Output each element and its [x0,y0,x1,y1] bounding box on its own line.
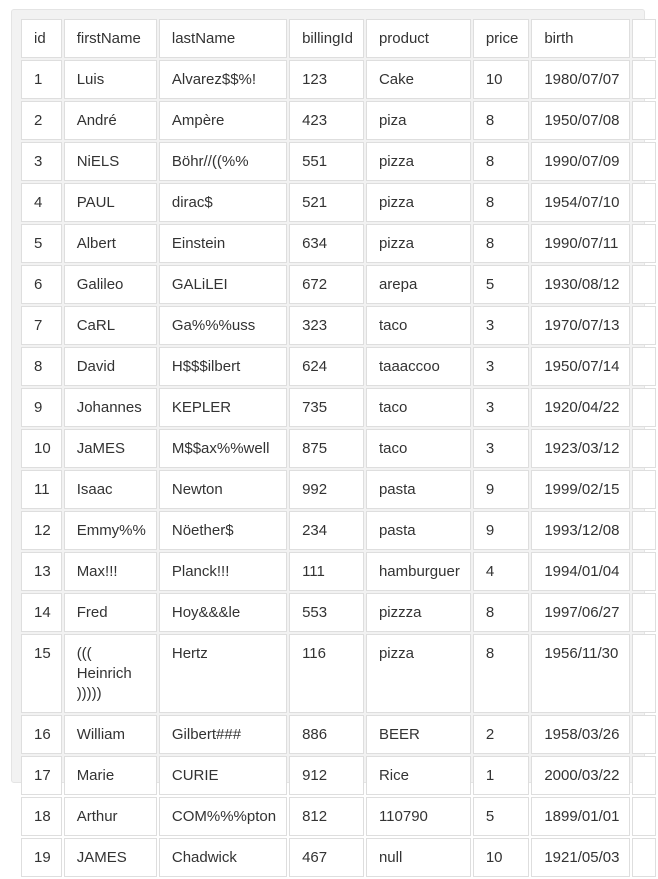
table-row[interactable] [21,593,656,632]
cell-price[interactable]: 8 [473,634,530,713]
cell-overflow [632,552,656,591]
table-row[interactable] [21,511,656,550]
cell-firstname[interactable]: Arthur [64,797,157,836]
cell-price[interactable]: 10 [473,60,530,99]
cell-lastname[interactable]: Hoy&&&le [159,593,287,632]
cell-birth[interactable]: 1990/07/11 [531,224,630,263]
table-row[interactable] [21,306,656,345]
cell-lastname[interactable]: Gilbert### [159,715,287,754]
cell-billingid[interactable]: 634 [289,224,364,263]
cell-birth[interactable]: 1997/06/27 [531,593,630,632]
cell-billingid[interactable]: 992 [289,470,364,509]
cell-firstname[interactable]: Isaac [64,470,157,509]
cell-product[interactable]: taco [366,306,471,345]
cell-price[interactable]: 8 [473,101,530,140]
cell-birth[interactable]: 1956/11/30 [531,634,630,713]
cell-id[interactable]: 8 [21,347,62,386]
cell-id[interactable]: 2 [21,101,62,140]
cell-id[interactable]: 3 [21,142,62,181]
cell-billingid[interactable]: 886 [289,715,364,754]
column-header-billingid[interactable]: billingId [289,19,364,58]
table-row[interactable] [21,101,656,140]
cell-firstname[interactable]: JaMES [64,429,157,468]
cell-billingid[interactable]: 234 [289,511,364,550]
table-row[interactable] [21,838,656,877]
cell-lastname[interactable]: Planck!!! [159,552,287,591]
table-row[interactable] [21,756,656,795]
cell-firstname[interactable]: PAUL [64,183,157,222]
cell-price[interactable]: 2 [473,715,530,754]
cell-firstname[interactable]: Marie [64,756,157,795]
cell-id[interactable]: 19 [21,838,62,877]
cell-firstname[interactable]: ((( Heinrich ))))) [64,634,157,713]
cell-product[interactable]: pizza [366,634,471,713]
cell-lastname[interactable]: H$$$ilbert [159,347,287,386]
table-row[interactable] [21,634,656,713]
cell-billingid[interactable]: 551 [289,142,364,181]
cell-product[interactable]: BEER [366,715,471,754]
column-header-firstname[interactable]: firstName [64,19,157,58]
table-header-row [21,19,656,58]
cell-birth[interactable]: 1980/07/07 [531,60,630,99]
cell-product[interactable]: taco [366,388,471,427]
cell-product[interactable]: pasta [366,470,471,509]
cell-billingid[interactable]: 875 [289,429,364,468]
cell-firstname[interactable]: CaRL [64,306,157,345]
cell-overflow [632,470,656,509]
cell-birth[interactable]: 1990/07/09 [531,142,630,181]
cell-price[interactable]: 1 [473,756,530,795]
column-header-birth[interactable]: birth [531,19,630,58]
cell-billingid[interactable]: 116 [289,634,364,713]
table-row[interactable] [21,715,656,754]
cell-birth[interactable]: 1920/04/22 [531,388,630,427]
cell-birth[interactable]: 1921/05/03 [531,838,630,877]
cell-birth[interactable]: 1958/03/26 [531,715,630,754]
cell-overflow [632,306,656,345]
table-row[interactable] [21,265,656,304]
cell-price[interactable]: 3 [473,429,530,468]
cell-id[interactable]: 6 [21,265,62,304]
cell-billingid[interactable]: 735 [289,388,364,427]
cell-product[interactable]: taco [366,429,471,468]
cell-price[interactable]: 8 [473,224,530,263]
cell-price[interactable]: 9 [473,511,530,550]
cell-product[interactable]: Rice [366,756,471,795]
cell-price[interactable]: 5 [473,265,530,304]
cell-lastname[interactable]: Ga%%%uss [159,306,287,345]
cell-firstname[interactable]: Galileo [64,265,157,304]
column-header-lastname[interactable]: lastName [159,19,287,58]
cell-id[interactable]: 7 [21,306,62,345]
cell-birth[interactable]: 1994/01/04 [531,552,630,591]
cell-id[interactable]: 13 [21,552,62,591]
cell-id[interactable]: 4 [21,183,62,222]
table-row[interactable] [21,388,656,427]
cell-product[interactable]: pizzza [366,593,471,632]
table-row[interactable] [21,552,656,591]
cell-firstname[interactable]: Johannes [64,388,157,427]
cell-lastname[interactable]: Hertz [159,634,287,713]
table-row[interactable] [21,797,656,836]
cell-product[interactable]: null [366,838,471,877]
table-row[interactable] [21,347,656,386]
cell-lastname[interactable]: Chadwick [159,838,287,877]
cell-overflow [632,388,656,427]
cell-product[interactable]: pizza [366,142,471,181]
cell-overflow [632,593,656,632]
cell-overflow [632,101,656,140]
cell-product[interactable]: pizza [366,183,471,222]
cell-overflow [632,347,656,386]
table-row[interactable] [21,224,656,263]
cell-billingid[interactable]: 624 [289,347,364,386]
cell-billingid[interactable]: 912 [289,756,364,795]
table-row[interactable] [21,470,656,509]
cell-price[interactable]: 9 [473,470,530,509]
cell-overflow [632,715,656,754]
cell-lastname[interactable]: CURIE [159,756,287,795]
cell-billingid[interactable]: 521 [289,183,364,222]
cell-price[interactable]: 4 [473,552,530,591]
cell-product[interactable]: arepa [366,265,471,304]
cell-birth[interactable]: 1999/02/15 [531,470,630,509]
cell-billingid[interactable]: 553 [289,593,364,632]
cell-overflow [632,511,656,550]
cell-overflow [632,838,656,877]
cell-id[interactable]: 11 [21,470,62,509]
cell-lastname[interactable]: Böhr//((%% [159,142,287,181]
cell-billingid[interactable]: 423 [289,101,364,140]
cell-price[interactable]: 5 [473,797,530,836]
cell-firstname[interactable]: Max!!! [64,552,157,591]
cell-overflow [632,142,656,181]
cell-product[interactable]: Cake [366,60,471,99]
cell-lastname[interactable]: Nöether$ [159,511,287,550]
cell-id[interactable]: 16 [21,715,62,754]
cell-firstname[interactable]: William [64,715,157,754]
cell-birth[interactable]: 1970/07/13 [531,306,630,345]
column-header-overflow [632,19,656,58]
cell-lastname[interactable]: GALiLEI [159,265,287,304]
cell-id[interactable]: 1 [21,60,62,99]
cell-firstname[interactable]: JAMES [64,838,157,877]
cell-price[interactable]: 8 [473,142,530,181]
cell-product[interactable]: pasta [366,511,471,550]
cell-id[interactable]: 15 [21,634,62,713]
cell-price[interactable]: 3 [473,306,530,345]
cell-firstname[interactable]: Luis [64,60,157,99]
table-body [21,60,656,877]
cell-lastname[interactable]: Newton [159,470,287,509]
cell-id[interactable]: 10 [21,429,62,468]
cell-lastname[interactable]: M$$ax%%well [159,429,287,468]
cell-firstname[interactable]: NiELS [64,142,157,181]
cell-billingid[interactable]: 123 [289,60,364,99]
cell-overflow [632,224,656,263]
cell-lastname[interactable]: Einstein [159,224,287,263]
cell-id[interactable]: 17 [21,756,62,795]
cell-lastname[interactable]: COM%%%pton [159,797,287,836]
cell-price[interactable]: 8 [473,183,530,222]
cell-product[interactable]: 110790 [366,797,471,836]
cell-billingid[interactable]: 812 [289,797,364,836]
cell-price[interactable]: 3 [473,347,530,386]
cell-overflow [632,265,656,304]
cell-product[interactable]: pizza [366,224,471,263]
cell-billingid[interactable]: 323 [289,306,364,345]
cell-firstname[interactable]: Fred [64,593,157,632]
table-row[interactable] [21,60,656,99]
cell-id[interactable]: 9 [21,388,62,427]
table-row[interactable] [21,142,656,181]
table-row[interactable] [21,429,656,468]
cell-birth[interactable]: 1954/07/10 [531,183,630,222]
cell-id[interactable]: 5 [21,224,62,263]
cell-product[interactable]: hamburguer [366,552,471,591]
cell-billingid[interactable]: 467 [289,838,364,877]
cell-lastname[interactable]: dirac$ [159,183,287,222]
cell-id[interactable]: 12 [21,511,62,550]
cell-birth[interactable]: 1950/07/08 [531,101,630,140]
data-table-panel [11,9,645,866]
cell-birth[interactable]: 1899/01/01 [531,797,630,836]
cell-price[interactable]: 8 [473,593,530,632]
cell-billingid[interactable]: 672 [289,265,364,304]
cell-firstname[interactable]: David [64,347,157,386]
cell-firstname[interactable]: Emmy%% [64,511,157,550]
cell-birth[interactable]: 1993/12/08 [531,511,630,550]
cell-birth[interactable]: 1930/08/12 [531,265,630,304]
cell-overflow [632,756,656,795]
cell-overflow [632,797,656,836]
cell-price[interactable]: 10 [473,838,530,877]
cell-overflow [632,634,656,713]
cell-lastname[interactable]: KEPLER [159,388,287,427]
cell-id[interactable]: 18 [21,797,62,836]
cell-lastname[interactable]: Alvarez$$%! [159,60,287,99]
cell-overflow [632,429,656,468]
table-row[interactable] [21,183,656,222]
cell-firstname[interactable]: Albert [64,224,157,263]
cell-birth[interactable]: 1950/07/14 [531,347,630,386]
cell-birth[interactable]: 1923/03/12 [531,429,630,468]
cell-product[interactable]: taaaccoo [366,347,471,386]
cell-firstname[interactable]: André [64,101,157,140]
cell-product[interactable]: piza [366,101,471,140]
cell-lastname[interactable]: Ampère [159,101,287,140]
cell-id[interactable]: 14 [21,593,62,632]
column-header-price[interactable]: price [473,19,530,58]
cell-price[interactable]: 3 [473,388,530,427]
cell-overflow [632,60,656,99]
cell-billingid[interactable]: 111 [289,552,364,591]
column-header-product[interactable]: product [366,19,471,58]
data-table [19,17,658,879]
cell-overflow [632,183,656,222]
column-header-id[interactable]: id [21,19,62,58]
cell-birth[interactable]: 2000/03/22 [531,756,630,795]
